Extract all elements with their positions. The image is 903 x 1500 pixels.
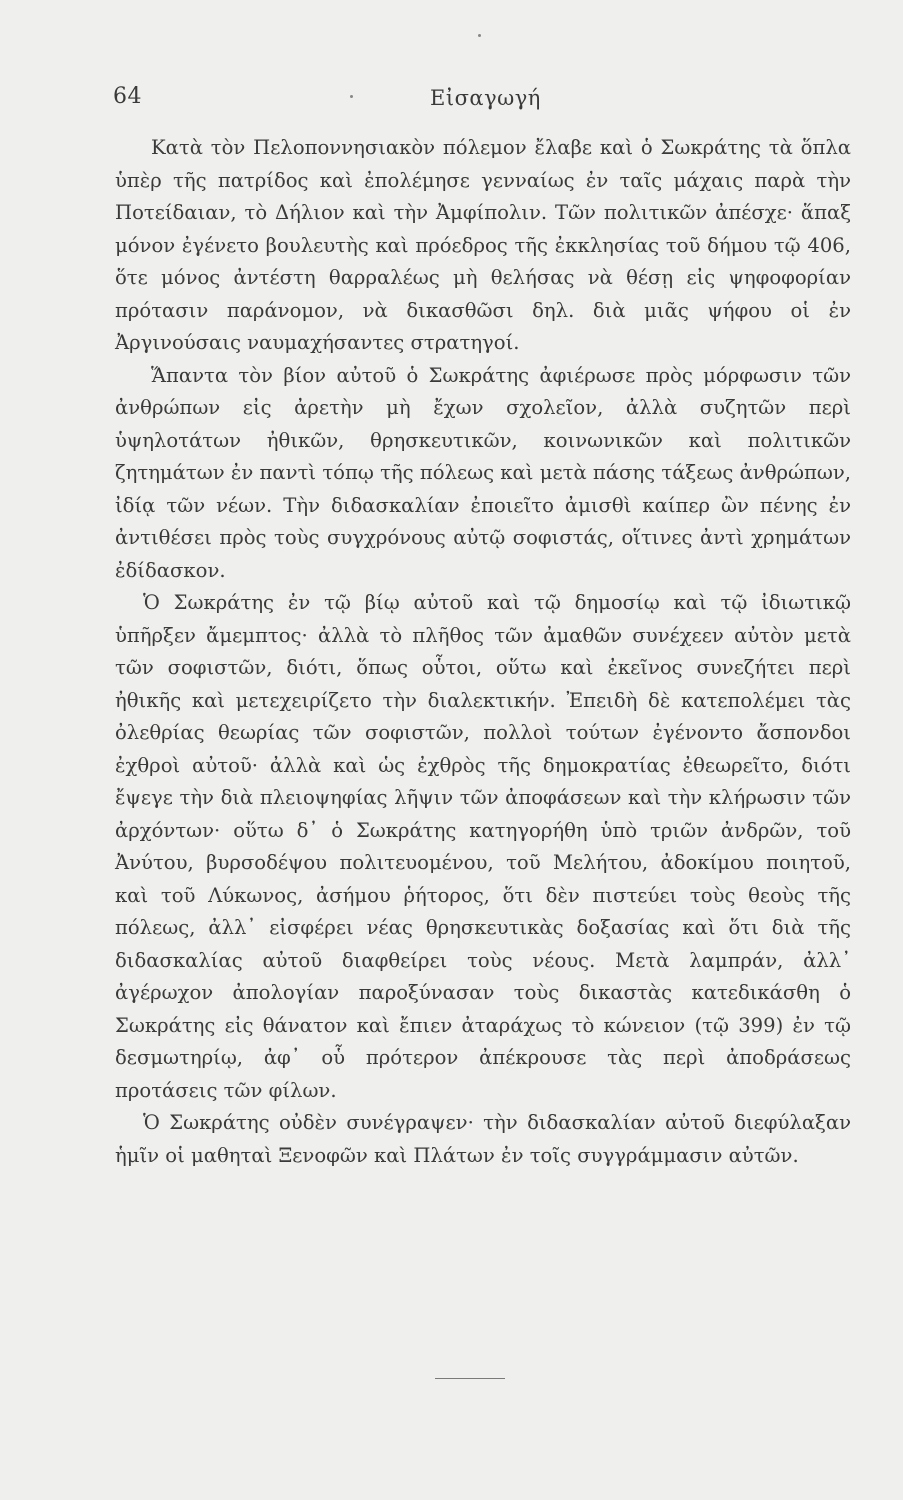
paragraph-military-service: Κατὰ τὸν Πελοποννησιακὸν πόλεμον ἔλαβε καὶ ὁ Σωκράτης τὰ ὅπλα ὑπὲρ τῆς πατρίδος καὶ ἐπολέμησε γενναίως ἐν ταῖς μάχαις παρὰ τὴν Ποτείδαιαν, τὸ Δήλιον καὶ τὴν Ἀμφίπολιν. Τῶν πολιτικῶν ἀπέσχε· ἅπαξ μόνον ἐγένετο βουλευτὴς καὶ πρόεδρος τῆς ἐκκλησίας τοῦ δήμου τῷ 406, ὅτε μόνος ἀντέστη θαρραλέως μὴ θελήσας νὰ θέσῃ εἰς ψηφοφορίαν πρότασιν παράνομον, νὰ δικασθῶσι δηλ. διὰ μιᾶς ψήφου οἱ ἐν Ἀργινούσαις ναυμαχήσαντες στρατηγοί.: [115, 136, 851, 354]
closing-rule: [435, 1378, 505, 1379]
paragraph-writings: Ὁ Σωκράτης οὐδὲν συνέγραψεν· τὴν διδασκαλίαν αὐτοῦ διεφύλαξαν ἡμῖν οἱ μαθηταὶ Ξενοφῶν καὶ Πλάτων ἐν τοῖς συγγράμμασιν αὐτῶν.: [115, 1111, 851, 1167]
print-speck: [350, 95, 353, 98]
paragraph-teaching: Ἅπαντα τὸν βίον αὐτοῦ ὁ Σωκράτης ἀφιέρωσε πρὸς μόρφωσιν τῶν ἀνθρώπων εἰς ἀρετὴν μὴ ἔχων σχολεῖον, ἀλλὰ συζητῶν περὶ ὑψηλοτάτων ἠθικῶν, θρησκευτικῶν, κοινωνικῶν καὶ πολιτικῶν ζητημάτων ἐν παντὶ τόπῳ τῆς πόλεως καὶ μετὰ πάσης τάξεως ἀνθρώπων, ἰδίᾳ τῶν νέων. Τὴν διδασκαλίαν ἐποιεῖτο ἀμισθὶ καίπερ ὢν πένης ἐν ἀντιθέσει πρὸς τοὺς συγχρόνους αὐτῷ σοφιστάς, οἵτινες ἀντὶ χρημάτων ἐδίδασκον.: [115, 363, 851, 582]
paragraph-trial: Ὁ Σωκράτης ἐν τῷ βίῳ αὐτοῦ καὶ τῷ δημοσίῳ καὶ τῷ ἰδιωτικῷ ὑπῆρξεν ἄμεμπτος· ἀλλὰ τὸ πλῆθος τῶν ἀμαθῶν συνέχεεν αὐτὸν μετὰ τῶν σοφιστῶν, διότι, ὅπως οὗτοι, οὕτω καὶ ἐκεῖνος συνεζήτει περὶ ἠθικῆς καὶ μετεχειρίζετο τὴν διαλεκτικήν. Ἐπειδὴ δὲ κατεπολέμει τὰς ὀλεθρίας θεωρίας τῶν σοφιστῶν, πολλοὶ τούτων ἐγένοντο ἄσπονδοι ἐχθροὶ αὐτοῦ· ἀλλὰ καὶ ὡς ἐχθρὸς τῆς δημοκρατίας ἐθεωρεῖτο, διότι ἔψεγε τὴν διὰ πλειοψηφίας λῆψιν τῶν ἀποφάσεων καὶ τὴν κλήρωσιν τῶν ἀρχόντων· οὕτω δ᾽ ὁ Σωκράτης κατηγορήθη ὑπὸ τριῶν ἀνδρῶν, τοῦ Ἀνύτου, βυρσοδέψου πολιτευομένου, τοῦ Μελήτου, ἀδοκίμου ποιητοῦ, καὶ τοῦ Λύκωνος, ἀσήμου ῥήτορος, ὅτι δὲν πιστεύει τοὺς θεοὺς τῆς πόλεως, ἀλλ᾽ εἰσφέρει νέας θρησκευτικὰς δοξασίας καὶ ὅτι διὰ τῆς διδασκαλίας αὐτοῦ διαφθείρει τοὺς νέους. Μετὰ λαμπράν, ἀλλ᾽ ἀγέρωχον ἀπολογίαν παροξύνασαν τοὺς δικαστὰς κατεδικάσθη ὁ Σωκράτης εἰς θάνατον καὶ ἔπιεν ἀταράχως τὸ κώνειον (τῷ 399) ἐν τῷ δεσμωτηρίῳ, ἀφ᾽ οὗ πρότερον ἀπέκρουσε τὰς περὶ ἀποδράσεως προτάσεις τῶν φίλων.: [115, 591, 851, 1102]
print-speck: [478, 34, 481, 37]
page-number: 64: [113, 84, 142, 109]
body-text: [115, 132, 851, 1172]
running-title: Εἰσαγωγή: [430, 86, 541, 110]
